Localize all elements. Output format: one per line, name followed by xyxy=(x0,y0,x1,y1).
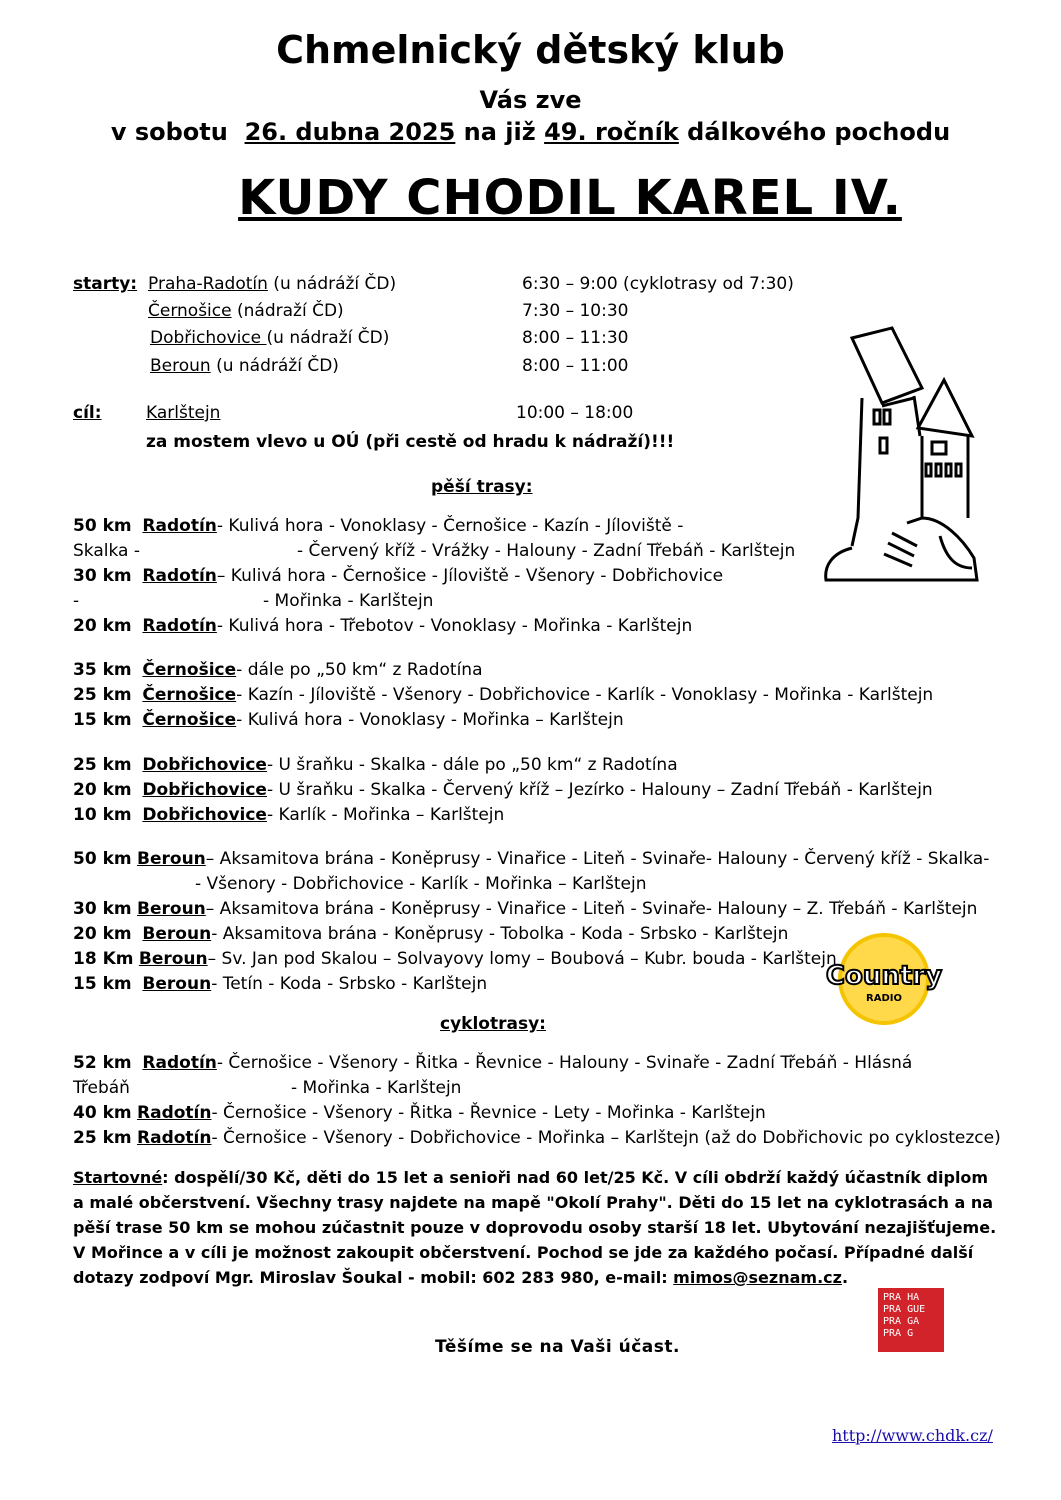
cycle-heading: cyklotrasy: xyxy=(440,1014,546,1034)
walk-route-30-beroun: 30 km Beroun– Aksamitova brána - Koněprusy - Vinařice - Liteň - Svinaře- Halouny – Z. Třebáň - Karlštejn xyxy=(73,899,978,919)
info-paragraph: Startovné: dospělí/30 Kč, děti do 15 let a senioři nad 60 let/25 Kč. V cíli obdrží každý účastník diplom a malé občerstvení. Všechny trasy najdete na mapě "Okolí Prahy". Děti do 15 let na cyklotrasách a na pěší trase 50 km se mohou zúčastnit pouze v doprovodu osoby starší 18 let. Ubytování nezajišťujeme. V Mořince a v cíli je možnost zakoupit občerstvení. Pochod se jde za každého počasí. Případné další dotazy zodpoví Mgr. Miroslav Šoukal - mobil: 602 283 980, e-mail: mimos@seznam.cz. xyxy=(73,1168,997,1287)
walk-route-15-beroun: 15 km Beroun- Tetín - Koda - Srbsko - Karlštejn xyxy=(73,974,488,994)
email-link[interactable]: mimos@seznam.cz xyxy=(673,1268,842,1287)
walk-route-20-dobrichovice: 20 km Dobřichovice- U šraňku - Skalka - Červený kříž – Jezírko - Halouny – Zadní Třebáň - Karlštejn xyxy=(73,780,933,800)
club-name: Chmelnický dětský klub xyxy=(276,28,785,72)
walk-route-50-radotin-cont-b: - Červený kříž - Vrážky - Halouny - Zadní Třebáň - Karlštejn xyxy=(297,541,796,561)
cycle-route-25-radotin: 25 km Radotín- Černošice - Všenory - Dobřichovice - Mořinka – Karlštejn (až do Dobřichovic po cyklostezce) xyxy=(73,1128,1001,1148)
walk-route-25-dobrichovice: 25 km Dobřichovice- U šraňku - Skalka - dále po „50 km“ z Radotína xyxy=(73,755,678,775)
walk-route-18-beroun: 18 Km Beroun– Sv. Jan pod Skalou – Solvayovy lomy – Boubová – Kubr. bouda - Karlštejn xyxy=(73,949,837,969)
start-item-radotin: Praha-Radotín (u nádráží ČD) xyxy=(148,274,397,294)
invite-text: Vás zve xyxy=(479,86,582,114)
finish-place: Karlštejn xyxy=(146,403,221,423)
start-time-beroun: 8:00 – 11:00 xyxy=(522,356,629,376)
walk-route-15-cernosice: 15 km Černošice- Kulivá hora - Vonoklasy - Mořinka – Karlštejn xyxy=(73,710,624,730)
start-time-cernosice: 7:30 – 10:30 xyxy=(522,301,629,321)
walk-route-10-dobrichovice: 10 km Dobřichovice- Karlík - Mořinka – Karlštejn xyxy=(73,805,505,825)
walk-route-20-radotin: 20 km Radotín- Kulivá hora - Třebotov - Vonoklasy - Mořinka - Karlštejn xyxy=(73,616,693,636)
cycle-route-40-radotin: 40 km Radotín- Černošice - Všenory - Řitka - Řevnice - Lety - Mořinka - Karlštejn xyxy=(73,1103,766,1123)
start-time-dobrichovice: 8:00 – 11:30 xyxy=(522,328,629,348)
country-radio-logo xyxy=(825,931,943,1027)
walk-route-35-cernosice: 35 km Černošice- dále po „50 km“ z Radotína xyxy=(73,660,483,680)
cycle-route-52-radotin-cont-a: Třebáň xyxy=(73,1078,130,1098)
walk-route-30-radotin-cont-a: - xyxy=(73,591,80,611)
event-date: 26. dubna 2025 xyxy=(244,118,456,146)
edition: 49. ročník xyxy=(544,118,679,146)
walk-route-50-radotin: 50 km Radotín- Kulivá hora - Vonoklasy - Černošice - Kazín - Jíloviště - xyxy=(73,516,684,536)
walk-route-50-beroun-cont: - Všenory - Dobřichovice - Karlík - Mořinka – Karlštejn xyxy=(195,874,647,894)
cycle-route-52-radotin: 52 km Radotín- Černošice - Všenory - Řitka - Řevnice - Halouny - Svinaře - Zadní Třebáň - Hlásná xyxy=(73,1053,913,1073)
cycle-route-52-radotin-cont-b: - Mořinka - Karlštejn xyxy=(291,1078,462,1098)
walk-route-50-beroun: 50 km Beroun– Aksamitova brána - Koněprusy - Vinařice - Liteň - Svinaře- Halouny - Červený kříž - Skalka- xyxy=(73,849,990,869)
start-time-radotin: 6:30 – 9:00 (cyklotrasy od 7:30) xyxy=(522,274,794,294)
finish-label: cíl: xyxy=(73,403,102,423)
walk-heading: pěší trasy: xyxy=(431,477,533,497)
country-radio-wordmark: Country xyxy=(825,961,943,991)
walk-route-25-cernosice: 25 km Černošice- Kazín - Jíloviště - Všenory - Dobřichovice - Karlík - Vonoklasy - Mořinka - Karlštejn xyxy=(73,685,934,705)
walk-route-20-beroun: 20 km Beroun- Aksamitova brána - Koněprusy - Tobolka - Koda - Srbsko - Karlštejn xyxy=(73,924,789,944)
start-item-cernosice: Černošice (nádraží ČD) xyxy=(148,301,344,321)
walk-route-30-radotin-cont-b: - Mořinka - Karlštejn xyxy=(263,591,434,611)
closing-text: Těšíme se na Vaši účast. xyxy=(435,1337,680,1357)
line-mid: na již xyxy=(463,118,536,146)
line-post: dálkového pochodu xyxy=(687,118,951,146)
walk-route-50-radotin-cont-a: Skalka - xyxy=(73,541,140,561)
event-line xyxy=(0,118,1061,146)
country-radio-subtitle: RADIO xyxy=(866,993,902,1004)
finish-time: 10:00 – 18:00 xyxy=(516,403,634,423)
start-item-beroun: Beroun (u nádráží ČD) xyxy=(150,356,339,376)
event-title: KUDY CHODIL KAREL IV. xyxy=(238,170,902,226)
line-pre: v sobotu xyxy=(110,118,228,146)
praha-logo: PRA HA PRA GUE PRA GA PRA G xyxy=(878,1288,944,1352)
walk-route-30-radotin: 30 km Radotín– Kulivá hora - Černošice - Jíloviště - Všenory - Dobřichovice xyxy=(73,566,724,586)
starts-label: starty: xyxy=(73,274,138,294)
start-item-dobrichovice: Dobřichovice (u nádraží ČD) xyxy=(150,328,390,348)
castle-boot-drawing xyxy=(822,318,982,586)
finish-note: za mostem vlevo u OÚ (při cestě od hradu k nádraží)!!! xyxy=(146,432,675,452)
website-link[interactable]: http://www.chdk.cz/ xyxy=(832,1426,993,1445)
